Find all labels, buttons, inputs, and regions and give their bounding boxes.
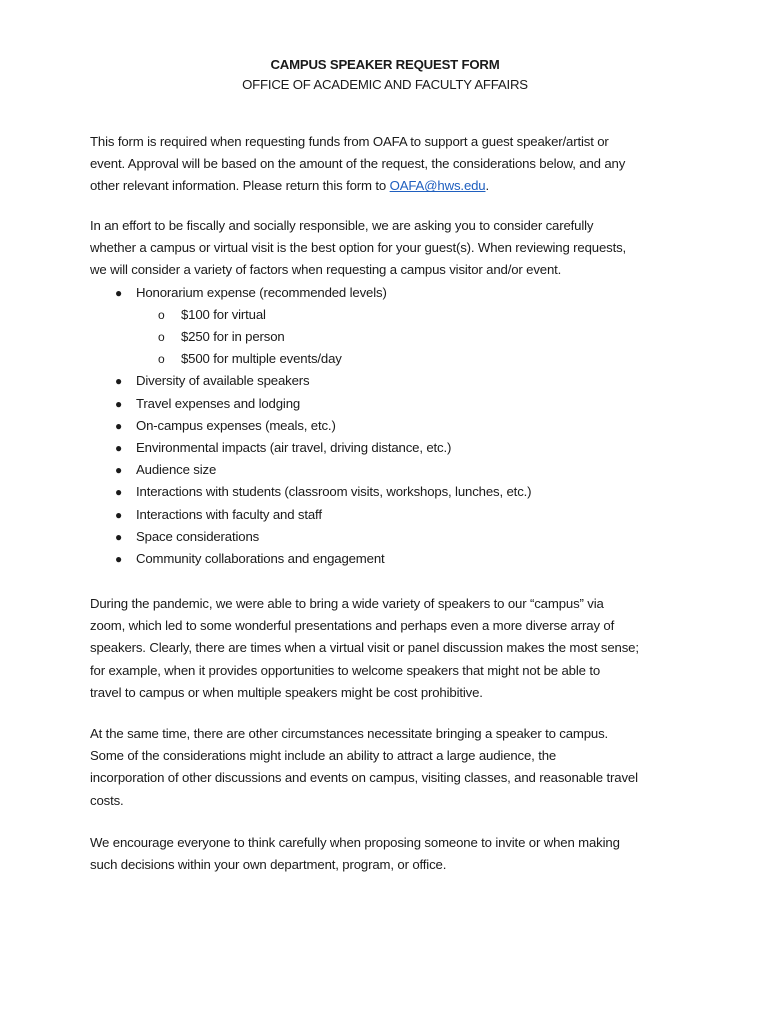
sub-list-item-text: $500 for multiple events/day [181,351,342,367]
list-item [90,437,690,459]
bullet-icon: ● [115,418,123,433]
list-item-text: Environmental impacts (air travel, driving distance, etc.) [136,440,452,456]
considerations-line: whether a campus or virtual visit is the best option for your guest(s). When reviewing requests, [90,240,627,256]
list-item-text: Audience size [136,462,217,478]
intro-line: This form is required when requesting funds from OAFA to support a guest speaker/artist or [90,134,609,149]
bullet-icon: ● [115,396,123,411]
considerations-line: we will consider a variety of factors when requesting a campus visitor and/or event. [90,262,562,278]
intro-line-end: . [485,178,490,194]
sub-list-item [90,326,690,348]
considerations-list [90,282,690,571]
bullet-icon: ● [115,441,123,456]
circle-bullet-icon: o [158,330,165,345]
list-item [90,548,690,570]
bullet-icon: ● [115,552,123,567]
list-item-text: On-campus expenses (meals, etc.) [136,417,336,433]
bullet-icon: ● [115,507,123,522]
list-item [90,459,690,481]
sub-list-item [90,348,690,370]
pandemic-line: During the pandemic, we were able to bring a wide variety of speakers to our “campus” via [90,596,604,611]
sub-list-item-text: $100 for virtual [181,306,266,322]
list-item [90,481,690,503]
pandemic-line: speakers. Clearly, there are times when a virtual visit or panel discussion makes the most sense; [90,640,639,656]
list-item-text: Diversity of available speakers [136,373,310,389]
form-header [0,55,770,95]
office-name: OFFICE OF ACADEMIC AND FACULTY AFFAIRS [242,77,528,92]
circle-bullet-icon: o [158,352,165,367]
list-item [90,282,690,371]
honorarium-levels-list [136,304,690,371]
list-item-text: Honorarium expense (recommended levels) [136,284,387,300]
sub-list-item-text: $250 for in person [181,329,285,345]
closing-paragraph [90,832,690,876]
list-item-text: Travel expenses and lodging [136,395,301,411]
closing-line: such decisions within your own department, program, or office. [90,857,447,873]
circumstances-paragraph [90,723,690,812]
closing-line: We encourage everyone to think carefully when proposing someone to invite or when making [90,835,620,850]
pandemic-paragraph [90,593,690,704]
intro-paragraph [90,131,690,198]
bullet-icon: ● [115,485,123,500]
bullet-icon: ● [115,463,123,478]
list-item-text: Space considerations [136,528,260,544]
bullet-icon: ● [115,374,123,389]
list-item [90,370,690,392]
pandemic-line: zoom, which led to some wonderful presentations and perhaps even a more diverse array of [90,618,615,634]
bullet-icon: ● [115,285,123,300]
bullet-icon: ● [115,529,123,544]
list-item [90,415,690,437]
circumstances-line: incorporation of other discussions and events on campus, visiting classes, and reasonable travel [90,770,638,786]
sub-list-item [90,304,690,326]
email-link[interactable]: OAFA@hws.edu [389,178,486,194]
list-item [90,526,690,548]
list-item-text: Interactions with students (classroom visits, workshops, lunches, etc.) [136,484,532,500]
considerations-line: In an effort to be fiscally and socially responsible, we are asking you to consider carefully [90,218,594,233]
list-item-text: Community collaborations and engagement [136,551,385,567]
circumstances-line: Some of the considerations might include an ability to attract a large audience, the [90,748,557,764]
pandemic-line: travel to campus or when multiple speakers might be cost prohibitive. [90,684,483,700]
list-item-text: Interactions with faculty and staff [136,506,322,522]
circumstances-line: costs. [90,792,124,808]
circumstances-line: At the same time, there are other circumstances necessitate bringing a speaker to campus. [90,726,609,741]
intro-line: event. Approval will be based on the amount of the request, the considerations below, and any [90,156,626,172]
list-item [90,393,690,415]
pandemic-line: for example, when it provides opportunities to welcome speakers that might not be able to [90,662,601,678]
circle-bullet-icon: o [158,307,165,322]
intro-line-text: other relevant information. Please return this form to [90,178,390,194]
considerations-section [90,215,690,570]
intro-line [90,175,690,197]
form-title: CAMPUS SPEAKER REQUEST FORM [270,57,500,72]
list-item [90,504,690,526]
